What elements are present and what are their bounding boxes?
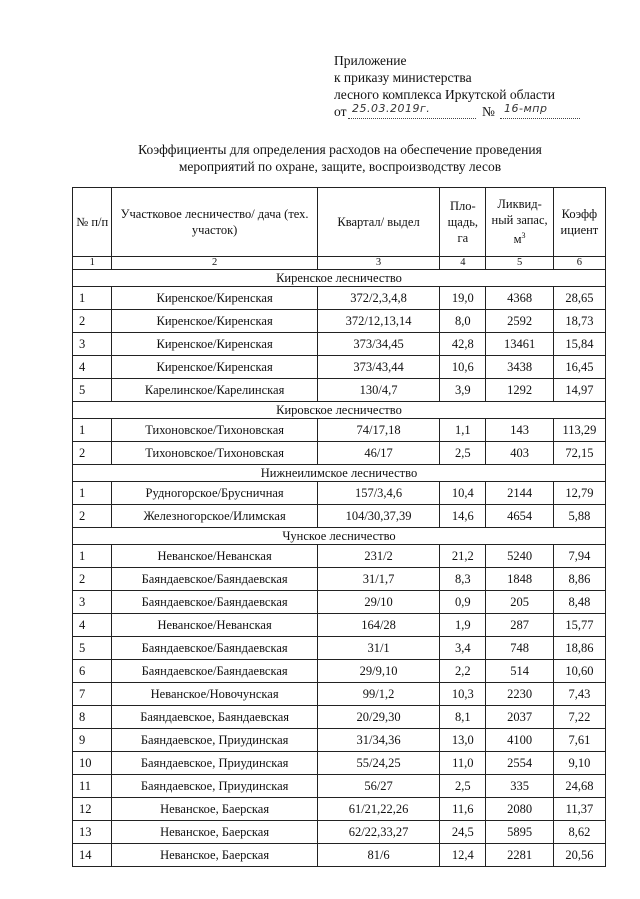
- row-stock-cell: 1292: [486, 379, 553, 402]
- row-block-cell: 62/22,33,27: [317, 821, 440, 844]
- row-area-cell: 10,3: [440, 683, 486, 706]
- header-num: № п/п: [73, 188, 112, 257]
- row-site-cell: Тихоновское/Тихоновская: [112, 442, 317, 465]
- row-area-cell: 1,1: [440, 419, 486, 442]
- row-block-cell: 157/3,4,6: [317, 482, 440, 505]
- row-site-cell: Баяндаевское, Приудинская: [112, 775, 317, 798]
- row-num-cell: 8: [73, 706, 112, 729]
- row-site-cell: Баяндаевское, Приудинская: [112, 729, 317, 752]
- row-site-cell: Баяндаевское, Приудинская: [112, 752, 317, 775]
- column-number: 1: [73, 257, 112, 270]
- row-num-cell: 7: [73, 683, 112, 706]
- table-row: [73, 637, 606, 660]
- row-num-cell: 3: [73, 333, 112, 356]
- row-coef-cell: 5,88: [553, 505, 605, 528]
- row-area-cell: 3,9: [440, 379, 486, 402]
- row-coef-cell: 8,62: [553, 821, 605, 844]
- row-num-cell: 4: [73, 356, 112, 379]
- row-block-cell: 31/1: [317, 637, 440, 660]
- row-stock-cell: 2144: [486, 482, 553, 505]
- row-stock-cell: 13461: [486, 333, 553, 356]
- row-area-cell: 2,5: [440, 442, 486, 465]
- row-coef-cell: 7,94: [553, 545, 605, 568]
- row-stock-cell: 4368: [486, 287, 553, 310]
- row-site-cell: Неванское, Баерская: [112, 821, 317, 844]
- table-row: [73, 482, 606, 505]
- row-num-cell: 3: [73, 591, 112, 614]
- row-stock-cell: 143: [486, 419, 553, 442]
- section-row: [73, 270, 606, 287]
- title-line-1: Коэффициенты для определения расходов на обеспечение проведения: [138, 142, 542, 157]
- row-num-cell: 1: [73, 545, 112, 568]
- row-block-cell: 56/27: [317, 775, 440, 798]
- table-row: [73, 287, 606, 310]
- handwritten-number: 16-мпр: [504, 102, 548, 115]
- row-site-cell: Баяндаевское/Баяндаевская: [112, 637, 317, 660]
- row-stock-cell: 2554: [486, 752, 553, 775]
- row-stock-cell: 5240: [486, 545, 553, 568]
- table-row: [73, 442, 606, 465]
- from-label: от: [334, 104, 347, 119]
- row-block-cell: 46/17: [317, 442, 440, 465]
- section-title: Чунское лесничество: [73, 528, 606, 545]
- table-row: [73, 798, 606, 821]
- row-stock-cell: 1848: [486, 568, 553, 591]
- column-number: 5: [486, 257, 553, 270]
- row-block-cell: 74/17,18: [317, 419, 440, 442]
- row-area-cell: 0,9: [440, 591, 486, 614]
- row-area-cell: 14,6: [440, 505, 486, 528]
- table-row: [73, 379, 606, 402]
- row-coef-cell: 15,77: [553, 614, 605, 637]
- row-area-cell: 11,0: [440, 752, 486, 775]
- table-row: [73, 729, 606, 752]
- row-site-cell: Киренское/Киренская: [112, 333, 317, 356]
- annex-block: [334, 52, 555, 120]
- column-number-row: [73, 257, 606, 270]
- row-block-cell: 31/1,7: [317, 568, 440, 591]
- row-area-cell: 8,0: [440, 310, 486, 333]
- row-area-cell: 12,4: [440, 844, 486, 867]
- row-site-cell: Карелинское/Карелинская: [112, 379, 317, 402]
- column-number: 2: [112, 257, 317, 270]
- row-block-cell: 61/21,22,26: [317, 798, 440, 821]
- row-stock-cell: 2037: [486, 706, 553, 729]
- number-label: №: [482, 104, 495, 119]
- table-row: [73, 310, 606, 333]
- row-area-cell: 13,0: [440, 729, 486, 752]
- row-num-cell: 13: [73, 821, 112, 844]
- row-coef-cell: 28,65: [553, 287, 605, 310]
- row-num-cell: 5: [73, 379, 112, 402]
- row-num-cell: 2: [73, 310, 112, 333]
- table-row: [73, 752, 606, 775]
- row-coef-cell: 18,73: [553, 310, 605, 333]
- table-row: [73, 844, 606, 867]
- row-num-cell: 9: [73, 729, 112, 752]
- header-block: Квартал/ выдел: [317, 188, 440, 257]
- title-line-2: мероприятий по охране, защите, воспроизводству лесов: [178, 159, 502, 174]
- row-num-cell: 1: [73, 482, 112, 505]
- row-num-cell: 5: [73, 637, 112, 660]
- header-stock: [486, 188, 553, 257]
- row-stock-cell: 335: [486, 775, 553, 798]
- row-site-cell: Баяндаевское/Баяндаевская: [112, 660, 317, 683]
- row-block-cell: 29/9,10: [317, 660, 440, 683]
- row-coef-cell: 14,97: [553, 379, 605, 402]
- column-number: 6: [553, 257, 605, 270]
- row-stock-cell: 4100: [486, 729, 553, 752]
- row-coef-cell: 7,22: [553, 706, 605, 729]
- row-area-cell: 10,6: [440, 356, 486, 379]
- row-stock-cell: 3438: [486, 356, 553, 379]
- row-stock-cell: 748: [486, 637, 553, 660]
- row-coef-cell: 18,86: [553, 637, 605, 660]
- row-area-cell: 10,4: [440, 482, 486, 505]
- table-row: [73, 683, 606, 706]
- row-num-cell: 10: [73, 752, 112, 775]
- table-row: [73, 775, 606, 798]
- row-area-cell: 11,6: [440, 798, 486, 821]
- row-site-cell: Киренское/Киренская: [112, 310, 317, 333]
- row-stock-cell: 2080: [486, 798, 553, 821]
- table-row: [73, 614, 606, 637]
- column-number: 4: [440, 257, 486, 270]
- row-block-cell: 29/10: [317, 591, 440, 614]
- row-block-cell: 31/34,36: [317, 729, 440, 752]
- table-row: [73, 591, 606, 614]
- row-area-cell: 8,1: [440, 706, 486, 729]
- row-coef-cell: 7,43: [553, 683, 605, 706]
- row-stock-cell: 4654: [486, 505, 553, 528]
- row-block-cell: 373/34,45: [317, 333, 440, 356]
- table-row: [73, 821, 606, 844]
- row-coef-cell: 9,10: [553, 752, 605, 775]
- row-site-cell: Неванское/Неванская: [112, 614, 317, 637]
- section-title: Кировское лесничество: [73, 402, 606, 419]
- row-block-cell: 20/29,30: [317, 706, 440, 729]
- row-coef-cell: 16,45: [553, 356, 605, 379]
- row-block-cell: 372/12,13,14: [317, 310, 440, 333]
- table-row: [73, 545, 606, 568]
- row-site-cell: Железногорское/Илимская: [112, 505, 317, 528]
- row-coef-cell: 72,15: [553, 442, 605, 465]
- row-coef-cell: 12,79: [553, 482, 605, 505]
- row-site-cell: Тихоновское/Тихоновская: [112, 419, 317, 442]
- row-block-cell: 99/1,2: [317, 683, 440, 706]
- header-stock-sup: 3: [521, 231, 526, 241]
- column-number: 3: [317, 257, 440, 270]
- row-num-cell: 1: [73, 419, 112, 442]
- number-underline: [500, 118, 580, 119]
- row-area-cell: 2,2: [440, 660, 486, 683]
- row-block-cell: 164/28: [317, 614, 440, 637]
- row-num-cell: 2: [73, 505, 112, 528]
- table-row: [73, 419, 606, 442]
- row-area-cell: 1,9: [440, 614, 486, 637]
- row-area-cell: 42,8: [440, 333, 486, 356]
- row-num-cell: 4: [73, 614, 112, 637]
- row-site-cell: Неванское, Баерская: [112, 798, 317, 821]
- row-block-cell: 231/2: [317, 545, 440, 568]
- row-coef-cell: 8,48: [553, 591, 605, 614]
- row-block-cell: 372/2,3,4,8: [317, 287, 440, 310]
- row-site-cell: Рудногорское/Брусничная: [112, 482, 317, 505]
- row-site-cell: Баяндаевское/Баяндаевская: [112, 568, 317, 591]
- row-stock-cell: 2592: [486, 310, 553, 333]
- row-area-cell: 19,0: [440, 287, 486, 310]
- row-block-cell: 104/30,37,39: [317, 505, 440, 528]
- row-coef-cell: 7,61: [553, 729, 605, 752]
- table-row: [73, 333, 606, 356]
- row-area-cell: 2,5: [440, 775, 486, 798]
- header-row: [73, 188, 606, 257]
- row-site-cell: Неванское/Неванская: [112, 545, 317, 568]
- row-coef-cell: 113,29: [553, 419, 605, 442]
- row-site-cell: Киренское/Киренская: [112, 356, 317, 379]
- annex-line-3: лесного комплекса Иркутской области: [334, 87, 555, 102]
- row-coef-cell: 8,86: [553, 568, 605, 591]
- row-area-cell: 8,3: [440, 568, 486, 591]
- row-stock-cell: 205: [486, 591, 553, 614]
- row-block-cell: 55/24,25: [317, 752, 440, 775]
- header-area: Пло- щадь, га: [440, 188, 486, 257]
- section-title: Нижнеилимское лесничество: [73, 465, 606, 482]
- coefficients-table: [72, 187, 606, 867]
- row-coef-cell: 20,56: [553, 844, 605, 867]
- header-coef: Коэфф ициент: [553, 188, 605, 257]
- section-row: [73, 528, 606, 545]
- section-row: [73, 465, 606, 482]
- row-stock-cell: 5895: [486, 821, 553, 844]
- row-num-cell: 11: [73, 775, 112, 798]
- row-area-cell: 21,2: [440, 545, 486, 568]
- row-site-cell: Неванское, Баерская: [112, 844, 317, 867]
- row-stock-cell: 2230: [486, 683, 553, 706]
- section-title: Киренское лесничество: [73, 270, 606, 287]
- order-date-line: [334, 103, 555, 120]
- annex-line-2: к приказу министерства: [334, 70, 472, 85]
- row-num-cell: 1: [73, 287, 112, 310]
- row-num-cell: 12: [73, 798, 112, 821]
- section-row: [73, 402, 606, 419]
- row-num-cell: 2: [73, 568, 112, 591]
- row-site-cell: Баяндаевское/Баяндаевская: [112, 591, 317, 614]
- row-block-cell: 130/4,7: [317, 379, 440, 402]
- row-area-cell: 3,4: [440, 637, 486, 660]
- row-site-cell: Баяндаевское, Баяндаевская: [112, 706, 317, 729]
- handwritten-date: 25.03.2019г.: [352, 102, 431, 115]
- row-site-cell: Киренское/Киренская: [112, 287, 317, 310]
- row-area-cell: 24,5: [440, 821, 486, 844]
- row-coef-cell: 10,60: [553, 660, 605, 683]
- row-coef-cell: 24,68: [553, 775, 605, 798]
- table-row: [73, 660, 606, 683]
- row-stock-cell: 2281: [486, 844, 553, 867]
- row-stock-cell: 403: [486, 442, 553, 465]
- row-site-cell: Неванское/Новочунская: [112, 683, 317, 706]
- table-row: [73, 706, 606, 729]
- row-block-cell: 81/6: [317, 844, 440, 867]
- row-coef-cell: 15,84: [553, 333, 605, 356]
- header-site: Участковое лесничество/ дача (тех. участок): [112, 188, 317, 257]
- row-num-cell: 14: [73, 844, 112, 867]
- row-block-cell: 373/43,44: [317, 356, 440, 379]
- document-title: [60, 141, 620, 175]
- row-num-cell: 6: [73, 660, 112, 683]
- date-underline: [348, 118, 476, 119]
- row-num-cell: 2: [73, 442, 112, 465]
- table-row: [73, 568, 606, 591]
- row-coef-cell: 11,37: [553, 798, 605, 821]
- header-stock-text: Ликвид- ный запас, м: [491, 197, 548, 247]
- table-body: [73, 257, 606, 867]
- table-row: [73, 356, 606, 379]
- row-stock-cell: 514: [486, 660, 553, 683]
- table-row: [73, 505, 606, 528]
- row-stock-cell: 287: [486, 614, 553, 637]
- annex-line-1: Приложение: [334, 53, 407, 68]
